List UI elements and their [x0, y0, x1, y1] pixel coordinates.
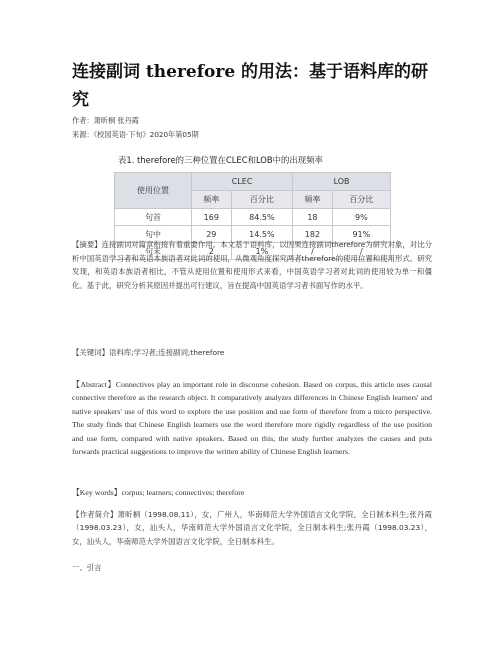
abstract-chinese: 【摘要】连接副词对篇章衔接有着重要作用。本文基于语料库，以因果连接副词therefore为研究对象，对比分析中国英语学习者和英语本族语者对此词的使用，从微观角度探究两者therefore的使用位置和使用形式。研究发现，和英语本族语者相比，不管从使用位置和使用形式来看，中国英语学习者对此词的使用较为单一和僵化。基于此，研究分析其原因并提出可行建议，旨在提高中国英语学习者书面写作的水平。 — [72, 240, 432, 290]
sub-header: 百分比 — [231, 191, 293, 209]
abstract-english: 【Abstract】Connectives play an important role in discourse cohesion. Based on corpus, this article uses causal connective therefore as the research object. It comparatively analyzes differences in Chinese English learners' and native speakers' use of this word to explore the use position and use form of therefore from a micro perspective. The study finds that Chinese English learners use the word therefore more rigidly regardless of the use position and use form, compared with native speakers. Based on this, the study further analyzes the causes and puts forwards practical suggestions to improve the written ability of Chinese English learners. — [72, 380, 432, 457]
sub-header: 百分比 — [332, 191, 390, 209]
table-cell: 14.5% — [231, 226, 293, 243]
corpus-header-lob: LOB — [293, 173, 391, 191]
keywords-english: 【Key words】corpus; learners; connectives; therefore — [72, 488, 245, 497]
table-cell: 29 — [192, 226, 232, 243]
table-cell: / — [293, 243, 333, 260]
author-bio: 【作者简介】萧昕桐（1998.08.11），女，广州人，华南师范大学外国语言文化学院，全日制本科生;张丹霞（1998.03.23），女，汕头人，华南师范大学外国语言文化学院，全日制本科生;张丹霞（1998.03.23），女，汕头人，华南师范大学外国语言文化学院，全日制本科生。 — [72, 510, 432, 546]
table-cell: / — [332, 243, 390, 260]
table-cell: 182 — [293, 226, 333, 243]
table-cell: 169 — [192, 209, 232, 226]
table-cell: 1% — [231, 243, 293, 260]
table-cell: 18 — [293, 209, 333, 226]
table-caption: 表1. therefore的三种位置在CLEC和LOB中的出现频率 — [118, 155, 323, 165]
table-row — [115, 209, 391, 226]
sub-header: 频率 — [192, 191, 232, 209]
table-cell: 91% — [332, 226, 390, 243]
sub-header: 频率 — [293, 191, 333, 209]
table-cell: 句末 — [115, 243, 192, 260]
article-authors: 作者：萧昕桐 张丹霞 — [72, 116, 139, 125]
corpus-header-clec: CLEC — [192, 173, 293, 191]
keywords-chinese: 【关键词】语料库;学习者;连接副词;therefore — [72, 348, 225, 357]
table-cell: 句首 — [115, 209, 192, 226]
table-cell: 9% — [332, 209, 390, 226]
section-heading: 一、引言 — [72, 563, 102, 572]
table-cell: 84.5% — [231, 209, 293, 226]
position-header: 使用位置 — [115, 173, 192, 209]
article-title: 连接副词 therefore 的用法：基于语料库的研究 — [72, 62, 429, 110]
table-cell: 2 — [192, 243, 232, 260]
table-cell: 句中 — [115, 226, 192, 243]
article-source: 来源：《校园英语·下旬》2020年第05期 — [72, 130, 199, 139]
